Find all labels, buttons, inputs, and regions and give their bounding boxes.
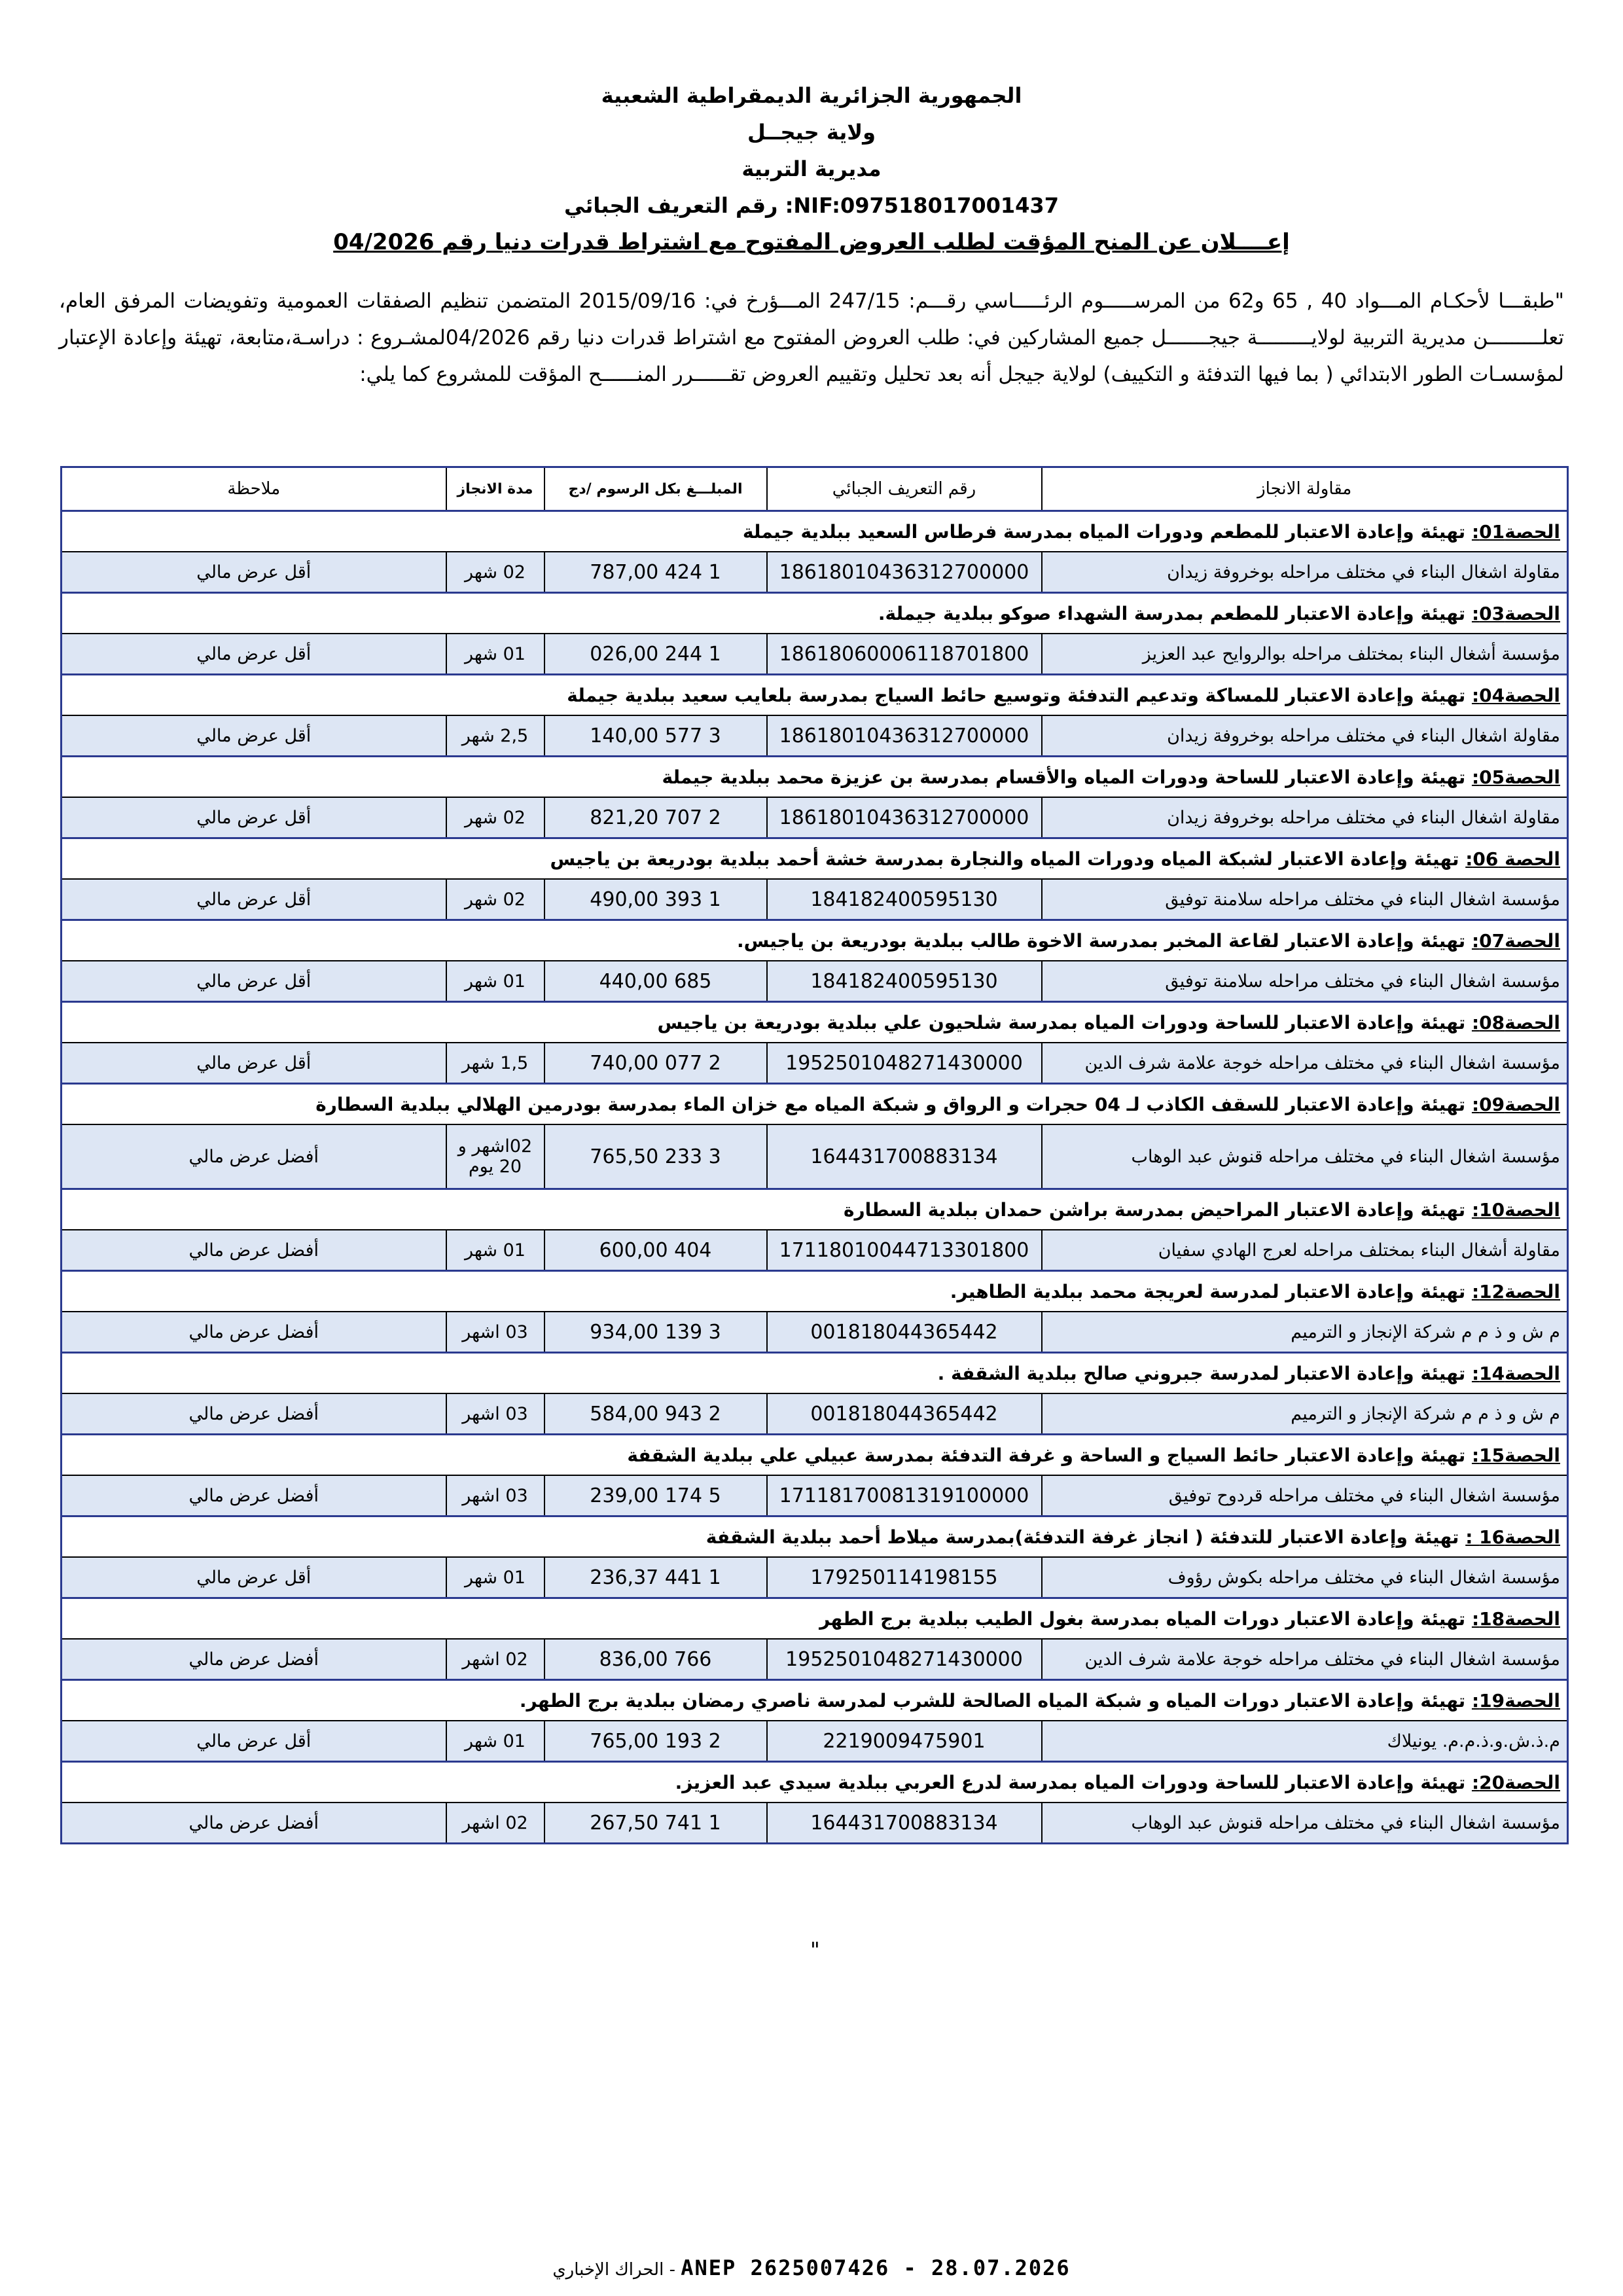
lot-description: تهيئة وإعادة الاعتبار للمساكة وتدعيم التدفئة وتوسيع حائط السياج بمدرسة بلعايب سعيد ببلدية جيملة [567, 684, 1472, 706]
lot-title [62, 1271, 1568, 1312]
completion-duration: 01 شهر [446, 634, 544, 675]
awardee-nif: 164431700883134 [767, 1803, 1042, 1844]
header-note: ملاحظة [62, 467, 446, 511]
republic-title: الجمهورية الجزائرية الديمقراطية الشعبية [601, 83, 1022, 108]
lot-title-row [62, 920, 1568, 961]
awardee-company: م.ذ.ش.و.ذ.م.م. يونيلاك [1042, 1721, 1568, 1762]
footer-reference: ANEP 2625007426 - 28.07.2026 [681, 2255, 1071, 2280]
intro-paragraph [59, 283, 1564, 393]
completion-duration: 02 شهر [446, 552, 544, 593]
award-amount: 3 577 140,00 [544, 715, 767, 757]
completion-duration: 02اشهر و 20 يوم [446, 1124, 544, 1189]
awardee-company: مؤسسة اشغال البناء في مختلف مراحله قردوح توفيق [1042, 1475, 1568, 1516]
table-row [62, 1043, 1568, 1084]
completion-duration: 03 اشهر [446, 1312, 544, 1353]
award-note: أفضل عرض مالي [62, 1639, 446, 1680]
lot-title [62, 920, 1568, 961]
lot-description: تهيئة وإعادة الاعتبار المراحيض بمدرسة براشن حمدان ببلدية السطارة [844, 1198, 1472, 1221]
completion-duration: 1,5 شهر [446, 1043, 544, 1084]
lot-title-row [62, 1189, 1568, 1230]
wilaya-title: ولاية جيجــل [747, 120, 876, 145]
footer [0, 2255, 1623, 2280]
awardee-nif: 1952501048271430000 [767, 1043, 1042, 1084]
award-note: أفضل عرض مالي [62, 1230, 446, 1271]
directorate-title: مديرية التربية [741, 156, 882, 181]
lot-description: تهيئة وإعادة الاعتبار لقاعة المخبر بمدرسة الاخوة طالب ببلدية بودريعة بن ياجيس. [737, 929, 1472, 952]
award-note: أقل عرض مالي [62, 1557, 446, 1598]
awardee-nif: 18618010436312700000 [767, 797, 1042, 838]
award-amount: 2 193 765,00 [544, 1721, 767, 1762]
lot-number: الحصة19: [1471, 1689, 1560, 1712]
completion-duration: 03 اشهر [446, 1393, 544, 1435]
completion-duration: 01 شهر [446, 1230, 544, 1271]
lot-title-row [62, 1435, 1568, 1476]
lot-number: الحصة01: [1471, 520, 1560, 543]
lot-description: تهيئة وإعادة الاعتبار دورات المياه بمدرسة بغول الطيب ببلدية برج الطهر [819, 1607, 1472, 1630]
awardee-nif: 184182400595130 [767, 879, 1042, 920]
table-row [62, 1393, 1568, 1435]
award-note: أقل عرض مالي [62, 879, 446, 920]
lot-number: الحصة12: [1471, 1280, 1560, 1302]
lot-description: تهيئة وإعادة الاعتبار لمدرسة جبروني صالح ببلدية الشقفة . [937, 1362, 1472, 1384]
awardee-company: م ش و ذ م م شركة الإنجاز و الترميم [1042, 1312, 1568, 1353]
table-row [62, 879, 1568, 920]
award-amount: 766 836,00 [544, 1639, 767, 1680]
lot-title [62, 593, 1568, 634]
lot-title-row [62, 511, 1568, 552]
award-note: أقل عرض مالي [62, 715, 446, 757]
lot-title [62, 675, 1568, 716]
award-amount: 3 139 934,00 [544, 1312, 767, 1353]
lot-title-row [62, 675, 1568, 716]
awardee-company: مؤسسة اشغال البناء في مختلف مراحله قنوش عبد الوهاب [1042, 1124, 1568, 1189]
lot-number: الحصة18: [1471, 1607, 1560, 1630]
awardee-nif: 184182400595130 [767, 961, 1042, 1002]
document-header [0, 77, 1623, 260]
awardee-nif: 18618010436312700000 [767, 552, 1042, 593]
completion-duration: 03 اشهر [446, 1475, 544, 1516]
lot-title-row [62, 1680, 1568, 1721]
award-amount: 685 440,00 [544, 961, 767, 1002]
lot-description: تهيئة وإعادة الاعتبار للساحة ودورات المياه والأقسام بمدرسة بن عزيزة محمد ببلدية جيملة [662, 766, 1472, 788]
lot-title [62, 1002, 1568, 1043]
lot-title [62, 1598, 1568, 1640]
award-amount: 2 707 821,20 [544, 797, 767, 838]
completion-duration: 2,5 شهر [446, 715, 544, 757]
awardee-nif: 001818044365442 [767, 1312, 1042, 1353]
completion-duration: 02 اشهر [446, 1803, 544, 1844]
completion-duration: 02 شهر [446, 879, 544, 920]
awardee-company: مؤسسة اشغال البناء في مختلف مراحله سلامنة توفيق [1042, 879, 1568, 920]
table-row [62, 634, 1568, 675]
header-amount: المبلـــغ بكل الرسوم /دج [544, 467, 767, 511]
lot-description: تهيئة وإعادة الاعتبار للساحة ودورات المياه بمدرسة لدرع العربي ببلدية سيدي عبد العزيز. [675, 1771, 1472, 1793]
award-amount: 2 077 740,00 [544, 1043, 767, 1084]
table-row [62, 1639, 1568, 1680]
awardee-company: مؤسسة اشغال البناء في مختلف مراحله قنوش عبد الوهاب [1042, 1803, 1568, 1844]
lot-title [62, 1680, 1568, 1721]
awardee-nif: 2219009475901 [767, 1721, 1042, 1762]
lot-number: الحصة04: [1471, 684, 1560, 706]
award-amount: 1 741 267,50 [544, 1803, 767, 1844]
lot-title [62, 1189, 1568, 1230]
awardee-company: مقاولة اشغال البناء في مختلف مراحله بوخروفة زيدان [1042, 715, 1568, 757]
table-row [62, 1721, 1568, 1762]
footer-newspaper: الحراك الإخباري - [552, 2260, 681, 2280]
award-amount: 3 233 765,50 [544, 1124, 767, 1189]
completion-duration: 01 شهر [446, 1557, 544, 1598]
lot-number: الحصة09: [1471, 1093, 1560, 1115]
awardee-company: مؤسسة اشغال البناء في مختلف مراحله سلامنة توفيق [1042, 961, 1568, 1002]
awardee-company: مقاولة اشغال البناء في مختلف مراحله بوخروفة زيدان [1042, 797, 1568, 838]
lot-title-row [62, 1353, 1568, 1394]
table-row [62, 1312, 1568, 1353]
lot-title-row [62, 1598, 1568, 1640]
table-body [62, 511, 1568, 1844]
tax-id: NIF:097518017001437: رقم التعريف الجبائي [564, 193, 1059, 218]
award-table [60, 466, 1569, 1844]
table-row [62, 552, 1568, 593]
lot-title-row [62, 1002, 1568, 1043]
award-amount: 2 943 584,00 [544, 1393, 767, 1435]
awardee-nif: 17118010044713301800 [767, 1230, 1042, 1271]
table-row [62, 1230, 1568, 1271]
awardee-nif: 18618010436312700000 [767, 715, 1042, 757]
lot-number: الحصة10: [1471, 1198, 1560, 1221]
awardee-company: مؤسسة أشغال البناء بمختلف مراحله بوالروايح عبد العزيز [1042, 634, 1568, 675]
awardee-nif: 179250114198155 [767, 1557, 1042, 1598]
awardee-nif: 17118170081319100000 [767, 1475, 1042, 1516]
award-note: أقل عرض مالي [62, 552, 446, 593]
lot-title-row [62, 1271, 1568, 1312]
lot-title [62, 757, 1568, 798]
lot-title [62, 1084, 1568, 1125]
award-note: أفضل عرض مالي [62, 1393, 446, 1435]
lot-description: تهيئة وإعادة الاعتبار دورات المياه و شبكة المياه الصالحة للشرب لمدرسة ناصري رمضان ببلدية برج الطهر. [519, 1689, 1472, 1712]
lot-description: تهيئة وإعادة الاعتبار حائط السياج و الساحة و غرفة التدفئة بمدرسة عبيلي علي ببلدية الشقفة [627, 1444, 1472, 1466]
awardee-company: مؤسسة اشغال البناء في مختلف مراحله خوجة علامة شرف الدين [1042, 1043, 1568, 1084]
award-note: أفضل عرض مالي [62, 1475, 446, 1516]
table-row [62, 715, 1568, 757]
lot-title [62, 1516, 1568, 1558]
lot-number: الحصة03: [1471, 602, 1560, 624]
lot-number: الحصة20: [1471, 1771, 1560, 1793]
lot-description: تهيئة وإعادة الاعتبار لمدرسة لعريجة محمد ببلدية الطاهير. [950, 1280, 1472, 1302]
lot-title-row [62, 838, 1568, 880]
lot-number: الحصة15: [1471, 1444, 1560, 1466]
table-row [62, 1475, 1568, 1516]
lot-title-row [62, 1762, 1568, 1803]
awardee-nif: 001818044365442 [767, 1393, 1042, 1435]
lot-number: الحصة16 : [1465, 1526, 1560, 1548]
lot-title-row [62, 1516, 1568, 1558]
awardee-company: م ش و ذ م م شركة الإنجاز و الترميم [1042, 1393, 1568, 1435]
award-note: أفضل عرض مالي [62, 1312, 446, 1353]
table-row [62, 1803, 1568, 1844]
lot-title-row [62, 1084, 1568, 1125]
lot-description: تهيئة وإعادة الاعتبار للمطعم بمدرسة الشهداء صوكو ببلدية جيملة. [878, 602, 1472, 624]
closing-quote: " [810, 1937, 820, 1962]
table-row [62, 1557, 1568, 1598]
lot-number: الحصة05: [1471, 766, 1560, 788]
lot-description: تهيئة وإعادة الاعتبار للساحة ودورات المياه بمدرسة شلحيون علي ببلدية بودريعة بن ياجيس [657, 1011, 1472, 1033]
intro-text: "طبقـــا لأحكـام المـــواد 40 , 65 و62 من المرســـــوم الرئـــــاسي رقـــم: 247/15 المـــؤرخ في: 2015/09/16 المتضمن تنظيم الصفقات العمومية وتفويضات المرفق العام، تعلـــــــــن مديرية التربية لولايـــــــــة جيجـــــــل جميع المشاركين في: طلب العروض المفتوح مع اشتراط قدرات دنيا رقم 04/2026لمشـروع : دراسـة،متابعة، تهيئة وإعادة الإعتبار لمؤسسـات الطور الابتدائي ( بما فيها التدفئة و التكييف) لولاية جيجل أنه بعد تحليل وتقييم العروض تقــــــرر المنــــــح المؤقت للمشروع كما يلي: [59, 289, 1564, 386]
header-nif: رقم التعريف الجبائي [767, 467, 1042, 511]
header-company: مقاولة الانجاز [1042, 467, 1568, 511]
award-note: أقل عرض مالي [62, 1043, 446, 1084]
award-amount: 1 244 026,00 [544, 634, 767, 675]
awardee-company: مقاولة اشغال البناء في مختلف مراحله بوخروفة زيدان [1042, 552, 1568, 593]
lot-title [62, 838, 1568, 880]
awardee-company: مقاولة أشغال البناء بمختلف مراحله لعرج الهادي سفيان [1042, 1230, 1568, 1271]
lot-description: تهيئة وإعادة الاعتبار للتدفئة ( انجاز غرفة التدفئة)بمدرسة ميلاط أحمد ببلدية الشقفة [705, 1526, 1466, 1548]
award-note: أفضل عرض مالي [62, 1803, 446, 1844]
table-row [62, 1124, 1568, 1189]
table-row [62, 797, 1568, 838]
awardee-nif: 18618060006118701800 [767, 634, 1042, 675]
award-note: أقل عرض مالي [62, 634, 446, 675]
award-amount: 1 441 236,37 [544, 1557, 767, 1598]
announcement-title: إعــــلان عن المنح المؤقت لطلب العروض المفتوح مع اشتراط قدرات دنيا رقم 04/2026 [333, 229, 1290, 255]
lot-description: تهيئة وإعادة الاعتبار للمطعم ودورات المياه بمدرسة فرطاس السعيد ببلدية جيملة [742, 520, 1472, 543]
lot-number: الحصة07: [1471, 929, 1560, 952]
lot-number: الحصة 06: [1465, 848, 1560, 870]
award-note: أقل عرض مالي [62, 797, 446, 838]
award-note: أقل عرض مالي [62, 1721, 446, 1762]
completion-duration: 01 شهر [446, 961, 544, 1002]
completion-duration: 02 شهر [446, 797, 544, 838]
award-note: أقل عرض مالي [62, 961, 446, 1002]
lot-title [62, 1435, 1568, 1476]
award-amount: 1 393 490,00 [544, 879, 767, 920]
completion-duration: 01 شهر [446, 1721, 544, 1762]
award-amount: 404 600,00 [544, 1230, 767, 1271]
award-note: أفضل عرض مالي [62, 1124, 446, 1189]
table-header-row [62, 467, 1568, 511]
lot-title [62, 511, 1568, 552]
awardee-nif: 1952501048271430000 [767, 1639, 1042, 1680]
lot-description: تهيئة وإعادة الاعتبار لشبكة المياه ودورات المياه والنجارة بمدرسة خشة أحمد ببلدية بودريعة بن ياجيس [550, 848, 1466, 870]
lot-number: الحصة08: [1471, 1011, 1560, 1033]
award-amount: 1 424 787,00 [544, 552, 767, 593]
completion-duration: 02 اشهر [446, 1639, 544, 1680]
lot-title [62, 1762, 1568, 1803]
table-row [62, 961, 1568, 1002]
awardee-company: مؤسسة اشغال البناء في مختلف مراحله بكوش رؤوف [1042, 1557, 1568, 1598]
lot-title [62, 1353, 1568, 1394]
lot-description: تهيئة وإعادة الاعتبار للسقف الكاذب لـ 04 حجرات و الرواق و شبكة المياه مع خزان الماء بمدرسة بودرمين الهلالي ببلدية السطارة [315, 1093, 1472, 1115]
awardee-nif: 164431700883134 [767, 1124, 1042, 1189]
lot-title-row [62, 593, 1568, 634]
awardee-company: مؤسسة اشغال البناء في مختلف مراحله خوجة علامة شرف الدين [1042, 1639, 1568, 1680]
lot-number: الحصة14: [1471, 1362, 1560, 1384]
header-duration: مدة الانجاز [446, 467, 544, 511]
lot-title-row [62, 757, 1568, 798]
award-amount: 5 174 239,00 [544, 1475, 767, 1516]
